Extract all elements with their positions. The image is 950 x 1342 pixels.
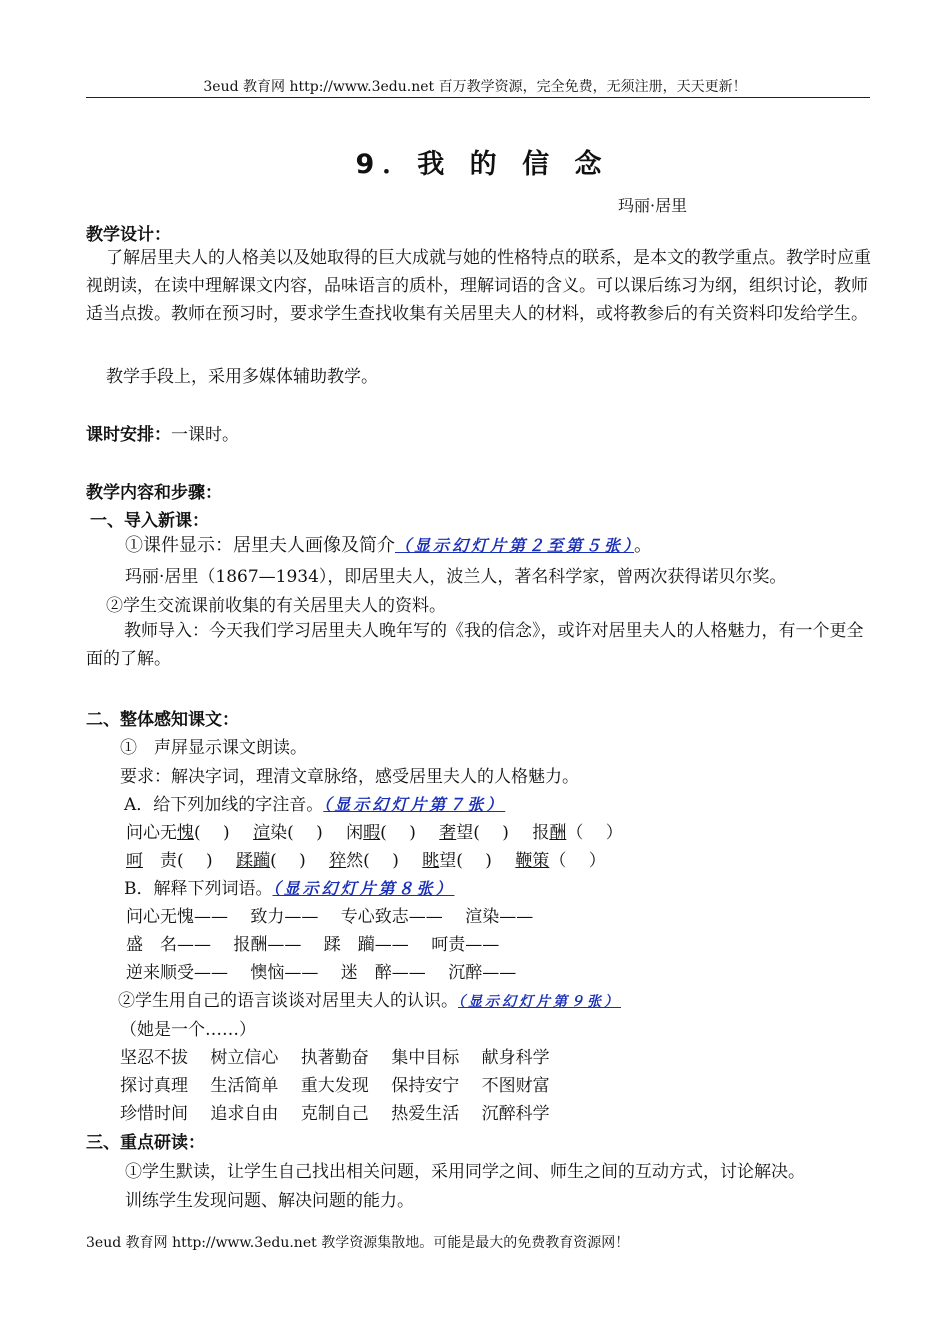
pinyin-item: 猝然( ) xyxy=(329,851,399,871)
pinyin-item: 眺望( ) xyxy=(422,851,492,871)
pinyin-item: 闲暇( ) xyxy=(346,823,416,843)
trait-row-3: 珍惜时间 追求自由 克制自己 热爱生活 沉醉科学 xyxy=(120,1104,550,1124)
slide-link-9[interactable]: （显示幻灯片第９张） xyxy=(458,994,621,1010)
pinyin-item: 奢望( ) xyxy=(439,823,509,843)
pinyin-row-1 xyxy=(126,818,623,843)
pinyin-item: 渲染( ) xyxy=(253,823,323,843)
page-header: 3eud 教育网 http://www.3edu.net 百万教学资源，完全免费，无须注册，天天更新！ xyxy=(203,79,747,95)
slide-link-7[interactable]: （显示幻灯片第７张） xyxy=(323,795,506,814)
s3-item-1: ①学生默读，让学生自己找出相关问题，采用同学之间、师生之间的互动方式，讨论解决。 xyxy=(125,1162,805,1182)
pinyin-row-2 xyxy=(126,846,606,871)
s1-teacher-intro: 教师导入：今天我们学习居里夫人晚年写的《我的信念》，或许对居里夫人的人格魅力，有一个更全面的了解。 xyxy=(86,621,864,669)
section-2-heading: 二、整体感知课文： xyxy=(86,710,239,730)
s2-part-a-label: A．给下列加线的字注音。 xyxy=(124,795,324,815)
pinyin-item: 问心无愧( ) xyxy=(126,823,230,843)
s2-item-1: ① 声屏显示课文朗读。 xyxy=(120,738,307,758)
schedule-line xyxy=(86,420,239,445)
author: 玛丽·居里 xyxy=(618,196,688,215)
pinyin-item: 呵 责( ) xyxy=(126,851,213,871)
vocab-row-3: 逆来顺受—— 懊恼—— 迷 醉—— 沉醉—— xyxy=(126,963,517,983)
s1-item-2: ②学生交流课前收集的有关居里夫人的资料。 xyxy=(106,596,446,616)
s2-item-2-text: ②学生用自己的语言谈谈对居里夫人的认识。 xyxy=(118,991,458,1011)
pinyin-item: 鞭策（ ） xyxy=(515,851,606,871)
vocab-row-2: 盛 名—— 报酬—— 蹂 躏—— 呵责—— xyxy=(126,935,500,955)
lesson-title: 9．我 的 信 念 xyxy=(355,149,610,180)
s3-line-2: 训练学生发现问题、解决问题的能力。 xyxy=(125,1191,414,1211)
design-paragraph: 了解居里夫人的人格美以及她取得的巨大成就与她的性格特点的联系，是本文的教学重点。教学时应重视朗读，在读中理解课文内容，品味语言的质朴，理解词语的含义。可以课后练习为纲，组织讨论，教师适当点拨。教师在预习时，要求学生查找收集有关居里夫人的材料，或将教参后的有关资料印发给学生。 xyxy=(86,248,871,324)
schedule-label: 课时安排： xyxy=(86,425,171,445)
s2-part-a xyxy=(124,790,505,815)
pinyin-item: 蹂躏( ) xyxy=(236,851,306,871)
s1-item-1-end: 。 xyxy=(634,535,653,556)
s2-item-2 xyxy=(118,986,621,1011)
s1-item-1-text: ①课件显示：居里夫人画像及简介 xyxy=(125,535,395,556)
trait-row-2: 探讨真理 生活简单 重大发现 保持安宁 不图财富 xyxy=(120,1076,550,1096)
section-1-heading: 一、导入新课： xyxy=(90,511,209,531)
section-3-heading: 三、重点研读： xyxy=(86,1133,205,1153)
header-rule xyxy=(86,97,870,98)
design-heading: 教学设计： xyxy=(86,225,171,245)
s1-biography: 玛丽·居里（1867—1934），即居里夫人，波兰人，著名科学家，曾两次获得诺贝尔奖。 xyxy=(125,567,787,587)
trait-row-1: 坚忍不拔 树立信心 执著勤奋 集中目标 献身科学 xyxy=(120,1048,550,1068)
s2-part-b xyxy=(124,874,455,899)
schedule-value: 一课时。 xyxy=(171,425,239,445)
slide-link-2-5[interactable]: （显示幻灯片第２至第５张） xyxy=(395,536,635,555)
s2-part-b-label: B．解释下列词语。 xyxy=(124,879,273,899)
vocab-row-1: 问心无愧—— 致力—— 专心致志—— 渲染—— xyxy=(126,907,534,927)
s1-item-1 xyxy=(125,531,652,557)
slide-link-8[interactable]: （显示幻灯片第８张） xyxy=(272,879,455,898)
design-paragraph-2: 教学手段上，采用多媒体辅助教学。 xyxy=(106,367,378,387)
pinyin-item: 报酬（ ） xyxy=(532,823,623,843)
content-heading: 教学内容和步骤： xyxy=(86,483,222,503)
s2-paren-note: （她是一个……） xyxy=(120,1020,256,1040)
page-footer: 3eud 教育网 http://www.3edu.net 教学资源集散地。可能是最大的免费教育资源网！ xyxy=(86,1235,630,1251)
s2-requirement: 要求：解决字词，理清文章脉络，感受居里夫人的人格魅力。 xyxy=(120,767,579,787)
